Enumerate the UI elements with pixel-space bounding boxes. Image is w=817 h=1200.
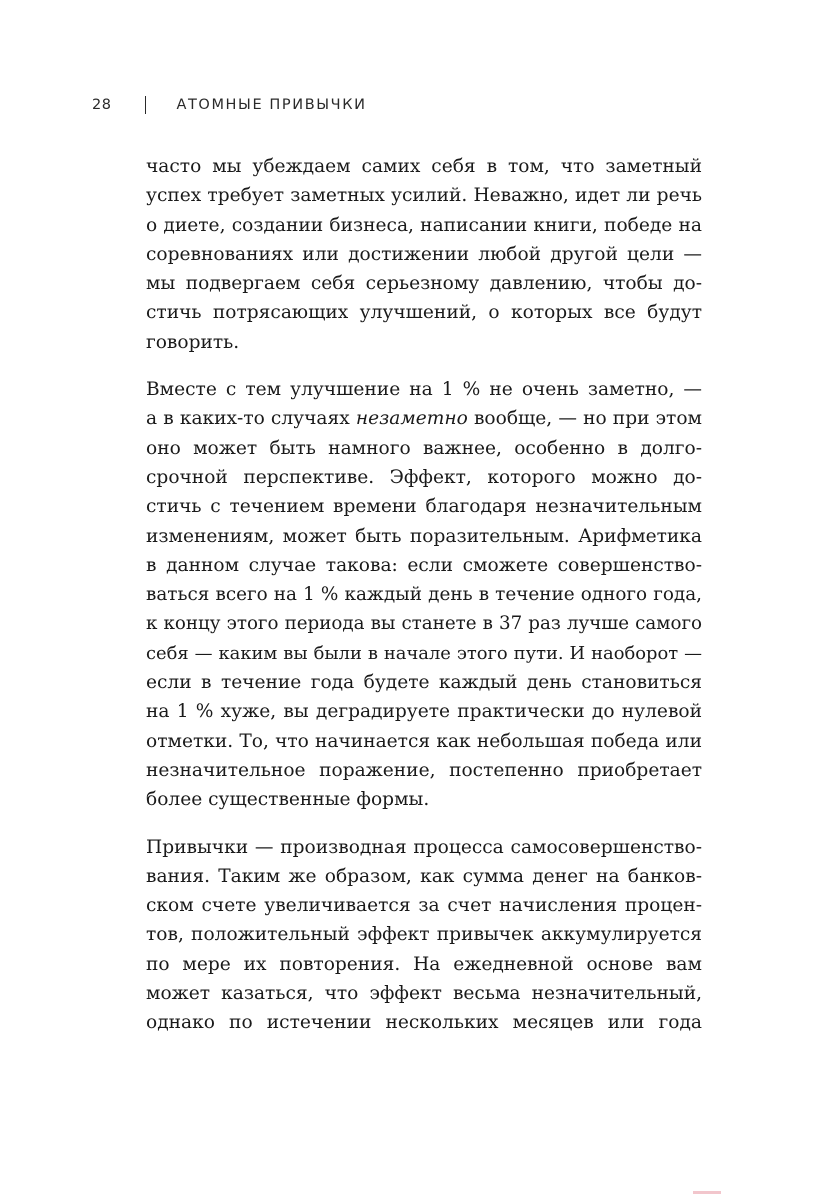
- text-run: вообще, — но при этом: [467, 408, 702, 430]
- corner-mark: [693, 1191, 721, 1194]
- text-line: стичь с течением времени благодаря незначительным: [146, 496, 702, 518]
- italic-emphasis: незаметно: [355, 408, 468, 430]
- text-line: по мере их повторения. На ежедневной основе вам: [146, 953, 702, 975]
- text-line: Привычки — производная процесса самосовершенство-: [146, 836, 702, 858]
- text-run: а в каких-то случаях: [146, 408, 356, 430]
- running-head: [92, 93, 367, 117]
- text-line: однако по истечении нескольких месяцев или года: [146, 1012, 702, 1034]
- text-line: тов, положительный эффект привычек аккумулируется: [146, 924, 702, 946]
- text-line: ваться всего на 1 % каждый день в течение одного года,: [146, 584, 702, 606]
- text-line: незначительное поражение, постепенно приобретает: [146, 759, 702, 781]
- text-line: вания. Таким же образом, как сумма денег на банков-: [146, 865, 702, 887]
- text-line: часто мы убеждаем самих себя в том, что заметный: [146, 156, 702, 177]
- text-line: если в течение года будете каждый день становиться: [146, 672, 702, 694]
- body-text: [146, 152, 702, 1056]
- paragraph: [146, 375, 702, 814]
- text-line: изменениям, может быть поразительным. Арифметика: [146, 525, 702, 547]
- text-line: говорить.: [146, 331, 240, 353]
- header-divider: [145, 96, 146, 114]
- text-line: в данном случае такова: если сможете совершенство-: [146, 554, 702, 576]
- text-line: соревнованиях или достижении любой другой цели —: [146, 243, 702, 265]
- text-line: мы подвергаем себя серьезному давлению, чтобы до-: [146, 273, 702, 295]
- text-line: стичь потрясающих улучшений, о которых все будут: [146, 302, 702, 324]
- text-line: ском счете увеличивается за счет начисления процен-: [146, 895, 702, 917]
- text-line: срочной перспективе. Эффект, которого можно до-: [146, 466, 702, 488]
- text-line: оно может быть намного важнее, особенно в долго-: [146, 437, 702, 459]
- text-line: на 1 % хуже, вы деградируете практически до нулевой: [146, 701, 702, 723]
- paragraph: [146, 152, 702, 357]
- text-line: о диете, создании бизнеса, написании книги, победе на: [146, 214, 702, 236]
- text-line: более существенные формы.: [146, 789, 430, 811]
- book-title: АТОМНЫЕ ПРИВЫЧКИ: [176, 97, 367, 113]
- text-line: себя — каким вы были в начале этого пути. И наоборот —: [146, 642, 702, 664]
- text-line: Вместе с тем улучшение на 1 % не очень заметно, —: [146, 379, 702, 401]
- paragraph: [146, 833, 702, 1038]
- page-number: 28: [92, 97, 112, 113]
- text-line: [146, 404, 702, 433]
- text-line: отметки. То, что начинается как небольшая победа или: [146, 730, 702, 752]
- text-line: успех требует заметных усилий. Неважно, идет ли речь: [146, 185, 702, 207]
- text-line: может казаться, что эффект весьма незначительный,: [146, 983, 702, 1005]
- text-line: к концу этого периода вы станете в 37 раз лучше самого: [146, 613, 702, 635]
